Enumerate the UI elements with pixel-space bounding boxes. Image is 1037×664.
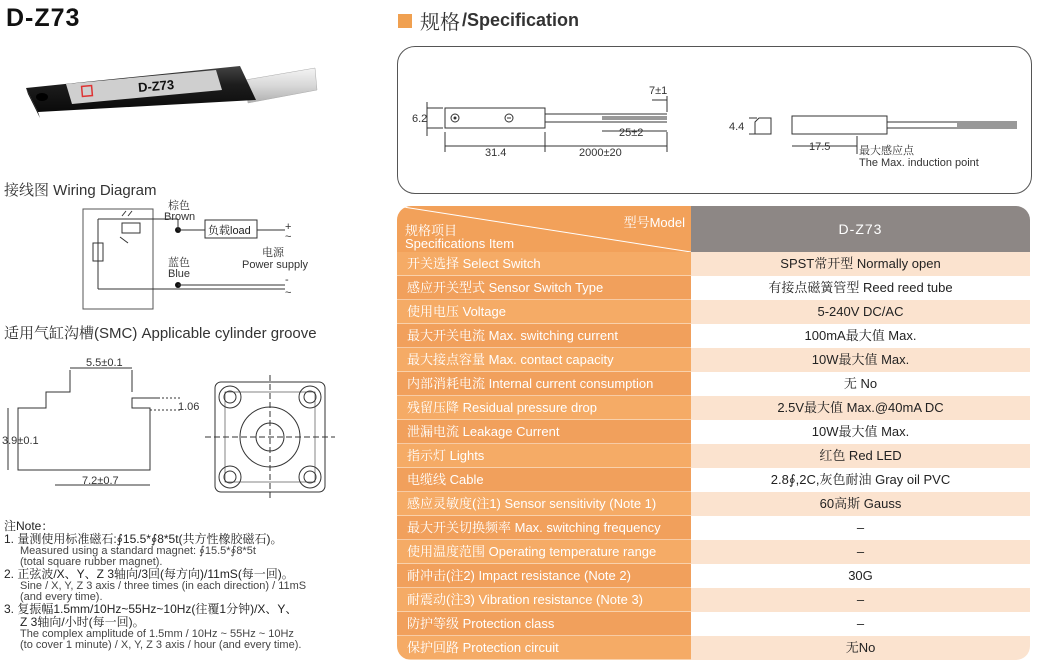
note-2-en-1: Sine / X, Y, Z 3 axis / three times (in each direction) / 11mS bbox=[20, 580, 307, 592]
wire-blue-zh: 蓝色 bbox=[168, 257, 190, 269]
note-2-en-2: (and every time). bbox=[20, 591, 103, 603]
spec-item-label: 残留压降 Residual pressure drop bbox=[397, 396, 691, 420]
spec-item-value: 2.5V最大值 Max.@40mA DC bbox=[691, 396, 1030, 420]
spec-item-label: 耐冲击(注2) Impact resistance (Note 2) bbox=[397, 564, 691, 588]
spec-item-value: 2.8∮,2C,灰色耐油 Gray oil PVC bbox=[691, 468, 1030, 492]
product-label: D-Z73 bbox=[137, 76, 175, 96]
spec-item-value: SPST常开型 Normally open bbox=[691, 252, 1030, 276]
tilde-bottom: ~ bbox=[285, 287, 292, 299]
header-model: 型号Model bbox=[623, 215, 685, 230]
dim-31-4: 31.4 bbox=[485, 147, 507, 159]
spec-item-label: 使用温度范围 Operating temperature range bbox=[397, 540, 691, 564]
note-1-en-2: (total square rubber magnet). bbox=[20, 556, 163, 568]
spec-item-label: 使用电压 Voltage bbox=[397, 300, 691, 324]
header-item-zh: 规格项目 bbox=[405, 223, 458, 238]
table-row bbox=[397, 468, 1030, 492]
note-1-en-1: Measured using a standard magnet: ∮15.5*∮8*5t bbox=[20, 545, 256, 557]
spec-item-value: 60高斯 Gauss bbox=[691, 492, 1030, 516]
table-row bbox=[397, 372, 1030, 396]
spec-item-label: 最大接点容量 Max. contact capacity bbox=[397, 348, 691, 372]
load-label: 负载load bbox=[208, 225, 251, 237]
spec-item-value: 有接点磁簧管型 Reed reed tube bbox=[691, 276, 1030, 300]
dim-17-5: 17.5 bbox=[809, 141, 831, 153]
spec-item-value: – bbox=[691, 540, 1030, 564]
dim-6-2: 6.2 bbox=[412, 113, 428, 125]
dim-2000: 2000±20 bbox=[579, 147, 622, 159]
tilde-top: ~ bbox=[285, 231, 292, 243]
spec-item-value: 无No bbox=[691, 636, 1030, 660]
spec-item-label: 感应开关型式 Sensor Switch Type bbox=[397, 276, 691, 300]
spec-item-value: 5-240V DC/AC bbox=[691, 300, 1030, 324]
spec-item-label: 感应灵敏度(注1) Sensor sensitivity (Note 1) bbox=[397, 492, 691, 516]
note-3-en-2: (to cover 1 minute) / X, Y, Z 3 axis / hour (and every time). bbox=[20, 639, 302, 651]
header-item-en: Specifications Item bbox=[405, 236, 515, 251]
spec-item-label: 开关选择 Select Switch bbox=[397, 252, 691, 276]
dim-25: 25±2 bbox=[619, 127, 644, 139]
spec-header-zh: 规格 bbox=[420, 12, 460, 34]
note-3-zh-1: 3. 复振幅1.5mm/10Hz~55Hz~10Hz(往覆1分钟)/X、Y、 bbox=[4, 602, 298, 616]
spec-item-value: 红色 Red LED bbox=[691, 444, 1030, 468]
wire-blue-en: Blue bbox=[168, 268, 191, 280]
table-row bbox=[397, 564, 1030, 588]
table-row bbox=[397, 324, 1030, 348]
spec-item-value: 100mA最大值 Max. bbox=[691, 324, 1030, 348]
dim-4-4: 4.4 bbox=[729, 121, 745, 133]
wiring-diagram bbox=[80, 197, 340, 315]
product-image bbox=[20, 60, 320, 160]
notes bbox=[4, 520, 394, 651]
orange-square-icon bbox=[398, 14, 412, 28]
note-3-zh-2: Z 3轴向/小时(每一回)。 bbox=[20, 615, 145, 629]
spec-item-value: 无 No bbox=[691, 372, 1030, 396]
dim-bottom: 7.2±0.7 bbox=[82, 475, 119, 487]
spec-item-value: – bbox=[691, 612, 1030, 636]
spec-item-value: – bbox=[691, 516, 1030, 540]
table-row bbox=[397, 444, 1030, 468]
dim-right: 1.06 bbox=[178, 401, 200, 413]
table-row bbox=[397, 492, 1030, 516]
spec-item-label: 指示灯 Lights bbox=[397, 444, 691, 468]
table-row bbox=[397, 420, 1030, 444]
table-row bbox=[397, 276, 1030, 300]
induction-zh: 最大感应点 bbox=[859, 145, 914, 157]
spec-item-value: 30G bbox=[691, 564, 1030, 588]
spec-table-header bbox=[397, 206, 1030, 252]
wiring-diagram-title: 接线图 Wiring Diagram bbox=[4, 182, 157, 199]
note-2-zh: 2. 正弦波/X、Y、Z 3轴向/3回(每方向)/11mS(每一回)。 bbox=[4, 567, 294, 581]
header-item bbox=[405, 224, 514, 250]
table-row bbox=[397, 252, 1030, 276]
induction-en: The Max. induction point bbox=[859, 157, 979, 169]
spec-table bbox=[397, 206, 1030, 660]
spec-item-value: 10W最大值 Max. bbox=[691, 420, 1030, 444]
dim-left: 3.9±0.1 bbox=[2, 435, 39, 447]
table-row bbox=[397, 612, 1030, 636]
header-value: D-Z73 bbox=[691, 206, 1030, 252]
minus-sign: - bbox=[285, 274, 289, 286]
power-zh: 电源 bbox=[262, 247, 284, 259]
spec-header-en: /Specification bbox=[462, 10, 580, 30]
dim-7: 7±1 bbox=[649, 85, 668, 97]
spec-item-label: 泄漏电流 Leakage Current bbox=[397, 420, 691, 444]
spec-item-value: 10W最大值 Max. bbox=[691, 348, 1030, 372]
groove-title: 适用气缸沟槽(SMC) Applicable cylinder groove bbox=[4, 325, 317, 342]
spec-item-label: 电缆线 Cable bbox=[397, 468, 691, 492]
spec-item-label: 内部消耗电流 Internal current consumption bbox=[397, 372, 691, 396]
notes-title: 注Note： bbox=[4, 519, 54, 533]
note-3-en-1: The complex amplitude of 1.5mm / 10Hz ~ 55Hz ~ 10Hz bbox=[20, 628, 294, 640]
spec-item-label: 保护回路 Protection circuit bbox=[397, 636, 691, 660]
dim-top: 5.5±0.1 bbox=[86, 357, 123, 369]
table-row bbox=[397, 516, 1030, 540]
table-row bbox=[397, 300, 1030, 324]
page-title: D-Z73 bbox=[6, 4, 81, 32]
spec-item-label: 最大开关电流 Max. switching current bbox=[397, 324, 691, 348]
table-row bbox=[397, 588, 1030, 612]
spec-item-value: – bbox=[691, 588, 1030, 612]
note-1-zh: 1. 量测使用标准磁石:∮15.5*∮8*5t(共方性橡胶磁石)。 bbox=[4, 532, 283, 546]
wire-brown-zh: 棕色 bbox=[168, 200, 190, 212]
power-en: Power supply bbox=[242, 259, 309, 271]
spec-table-header-left bbox=[397, 206, 691, 252]
table-row bbox=[397, 636, 1030, 660]
spec-item-label: 耐震动(注3) Vibration resistance (Note 3) bbox=[397, 588, 691, 612]
spec-rows bbox=[397, 252, 1030, 660]
spec-header bbox=[398, 6, 579, 35]
table-row bbox=[397, 540, 1030, 564]
plus-sign: + bbox=[285, 221, 292, 233]
table-row bbox=[397, 348, 1030, 372]
dimension-drawing bbox=[397, 46, 1030, 192]
groove-diagram bbox=[0, 350, 360, 500]
table-row bbox=[397, 396, 1030, 420]
spec-item-label: 最大开关切换频率 Max. switching frequency bbox=[397, 516, 691, 540]
wire-brown-en: Brown bbox=[164, 211, 196, 223]
spec-item-label: 防护等级 Protection class bbox=[397, 612, 691, 636]
